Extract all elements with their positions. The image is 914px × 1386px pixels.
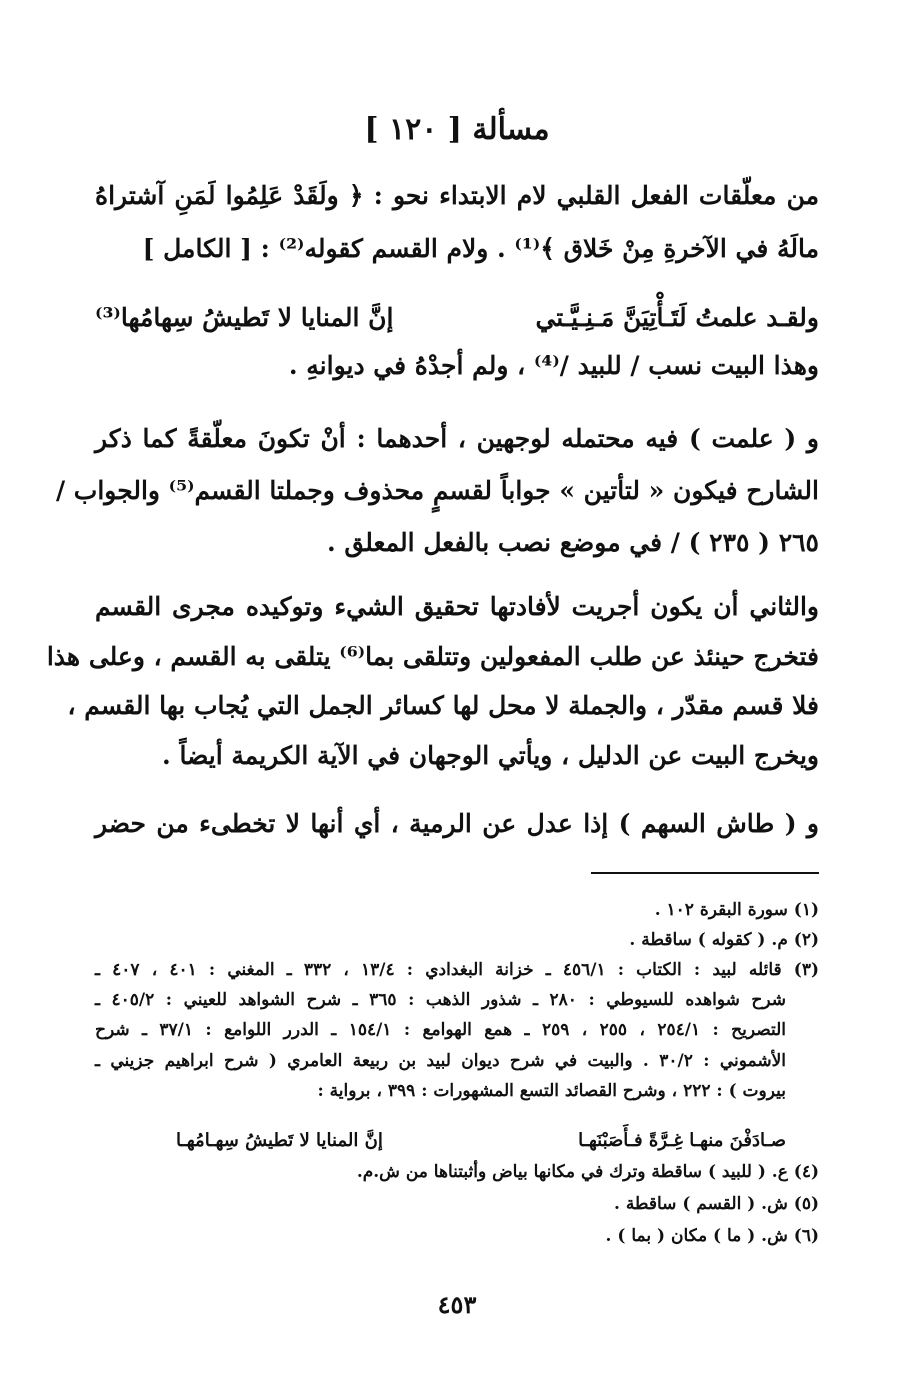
footnote-verse — [176, 1132, 786, 1150]
footnote-4: (٤) ع. ( للبيد ) ساقطة وترك في مكانها بياض وأثبتناها من ش.م. — [356, 1162, 819, 1182]
footnote-1: (١) سورة البقرة ١٠٢ . — [654, 900, 819, 920]
text-line: ويخرج البيت عن الدليل ، ويأتي الوجهان في الآية الكريمة أيضاً . — [162, 741, 819, 770]
text-line: من معلّقات الفعل القلبي لام الابتداء نحو : ﴿ ولَقَدْ عَلِمُوا لَمَنِ آشتراهُ — [95, 181, 819, 210]
footnote-3-line: التصريح : ٢٥٤/١ ، ٢٥٥ ، ٢٥٩ ـ همع الهوامع : ١٥٤/١ ـ الدرر اللوامع : ٣٧/١ ـ شرح — [95, 1020, 787, 1040]
text-line: الشارح فيكون « لتأتين » جواباً لقسمٍ محذوف وجملتا القسم⁽⁵⁾ والجواب / — [55, 476, 819, 505]
footnote-3-line: بيروت ) : ٢٢٢ ، وشرح القصائد التسع المشهورات : ٣٩٩ ، برواية : — [317, 1081, 786, 1101]
footnote-2: (٢) م. ( كقوله ) ساقطة . — [629, 930, 819, 950]
footnote-verse-first-hemistich: صـادَفْنَ منهـا غِـرَّةً فـأَصَبْنَهـا — [578, 1130, 786, 1151]
footnote-separator — [591, 872, 819, 874]
footnote-5: (٥) ش. ( القسم ) ساقطة . — [613, 1194, 819, 1214]
footnote-3: (٣) قائله لبيد : الكتاب : ٤٥٦/١ ـ خزانة البغدادي : ١٣/٤ ، ٣٣٢ ـ المغني : ٤٠١ ، ٤٠٧ ـ — [95, 960, 820, 980]
footnote-6: (٦) ش. ( ما ) مكان ( بما ) . — [605, 1226, 819, 1246]
poetry-verse — [95, 305, 819, 330]
text-line: و ( علمت ) فيه محتمله لوجهين ، أحدهما : أنْ تكونَ معلّقةً كما ذكر — [95, 424, 819, 453]
verse-first-hemistich: ولقـد علمتُ لَتَـأْتِيَنَّ مَـنِـيَّـتي — [535, 303, 819, 332]
page-title: مسألة [ ١٢٠ ] — [364, 112, 550, 147]
text-line: وهذا البيت نسب / للبيد /⁽⁴⁾ ، ولم أجدْهُ في ديوانهِ . — [288, 351, 819, 380]
text-line: ٢٦٥ ( ٢٣٥ ) / في موضع نصب بالفعل المعلق . — [327, 528, 819, 557]
text-line: فلا قسم مقدّر ، والجملة لا محل لها كسائر الجمل التي يُجاب بها القسم ، — [67, 691, 819, 720]
text-line: مالَهُ في الآخرةِ مِنْ خَلاق ﴾⁽¹⁾ . ولام القسم كقوله⁽²⁾ : [ الكامل ] — [142, 234, 819, 263]
footnote-verse-second-hemistich: إنَّ المنايا لا تَطيشُ سِهـامُهـا — [176, 1130, 383, 1151]
footnote-3-line: شرح شواهده للسيوطي : ٢٨٠ ـ شذور الذهب : ٣٦٥ ـ شرح الشواهد للعيني : ٤٠٥/٢ ـ — [95, 990, 787, 1010]
text-line: و ( طاش السهم ) إذا عدل عن الرمية ، أي أنها لا تخطىء من حضر — [95, 809, 819, 838]
page-number: ٤٥٣ — [437, 1290, 477, 1319]
footnote-3-line: الأشموني : ٣٠/٢ . والبيت في شرح ديوان لبيد بن ربيعة العامري ( شرح ابراهيم جزيني ـ — [95, 1051, 786, 1071]
verse-second-hemistich: إنَّ المنايا لا تَطيشُ سِهامُها⁽³⁾ — [95, 303, 394, 332]
text-line: فتخرج حينئذ عن طلب المفعولين وتتلقى بما⁽⁶⁾ يتلقى به القسم ، وعلى هذا — [46, 642, 819, 671]
text-line: والثاني أن يكون أجريت لأفادتها تحقيق الشيء وتوكيده مجرى القسم — [95, 592, 819, 621]
